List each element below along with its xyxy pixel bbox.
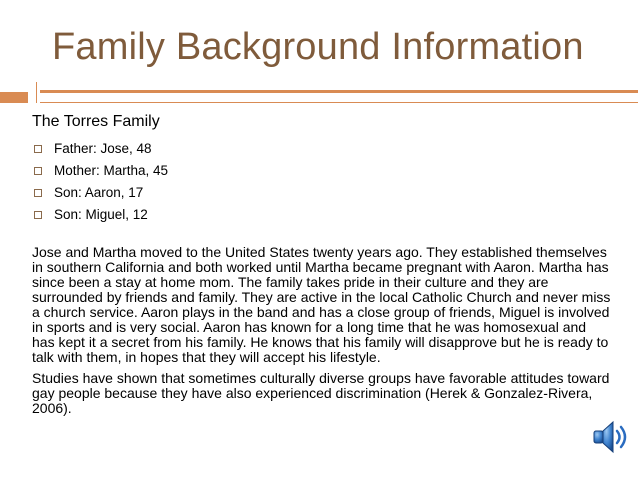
accent-band-top-line — [40, 90, 638, 93]
speaker-icon[interactable] — [591, 417, 631, 457]
list-item: Father: Jose, 48 — [32, 141, 612, 163]
family-name-heading: The Torres Family — [32, 113, 160, 130]
accent-divider — [36, 82, 37, 103]
background-paragraph: Jose and Martha moved to the United States twenty years ago. They established themselves in southern California and both worked until Martha became pregnant with Aaron. Martha has since been a stay at home mom. The family takes pride in their culture and they are surrounded by friends and family. They are active in the local Catholic Church and never miss a church service. Aaron plays in the band and has a close group of friends, Miguel is involved in sports and is very social. Aaron has known for a long time that he was homosexual and has kept it a secret from his family. He knows that his family will disapprove but he is ready to talk with them, in hopes that they will accept his lifestyle. — [32, 244, 611, 365]
slide-title: Family Background Information — [52, 26, 584, 68]
research-paragraph: Studies have shown that sometimes culturally diverse groups have favorable attitudes toward gay people because they have also experienced discrimination (Herek & Gonzalez-Rivera, 2006). — [32, 370, 610, 416]
accent-band-bottom-line — [40, 102, 638, 103]
slide-body — [32, 113, 612, 422]
family-member-list — [32, 141, 612, 229]
list-item: Mother: Martha, 45 — [32, 163, 612, 185]
checkbox-bullet-icon — [34, 211, 42, 219]
list-item: Son: Miguel, 12 — [32, 207, 612, 229]
checkbox-bullet-icon — [34, 145, 42, 153]
accent-band-left — [0, 92, 28, 103]
list-item: Son: Aaron, 17 — [32, 185, 612, 207]
checkbox-bullet-icon — [34, 189, 42, 197]
checkbox-bullet-icon — [34, 167, 42, 175]
